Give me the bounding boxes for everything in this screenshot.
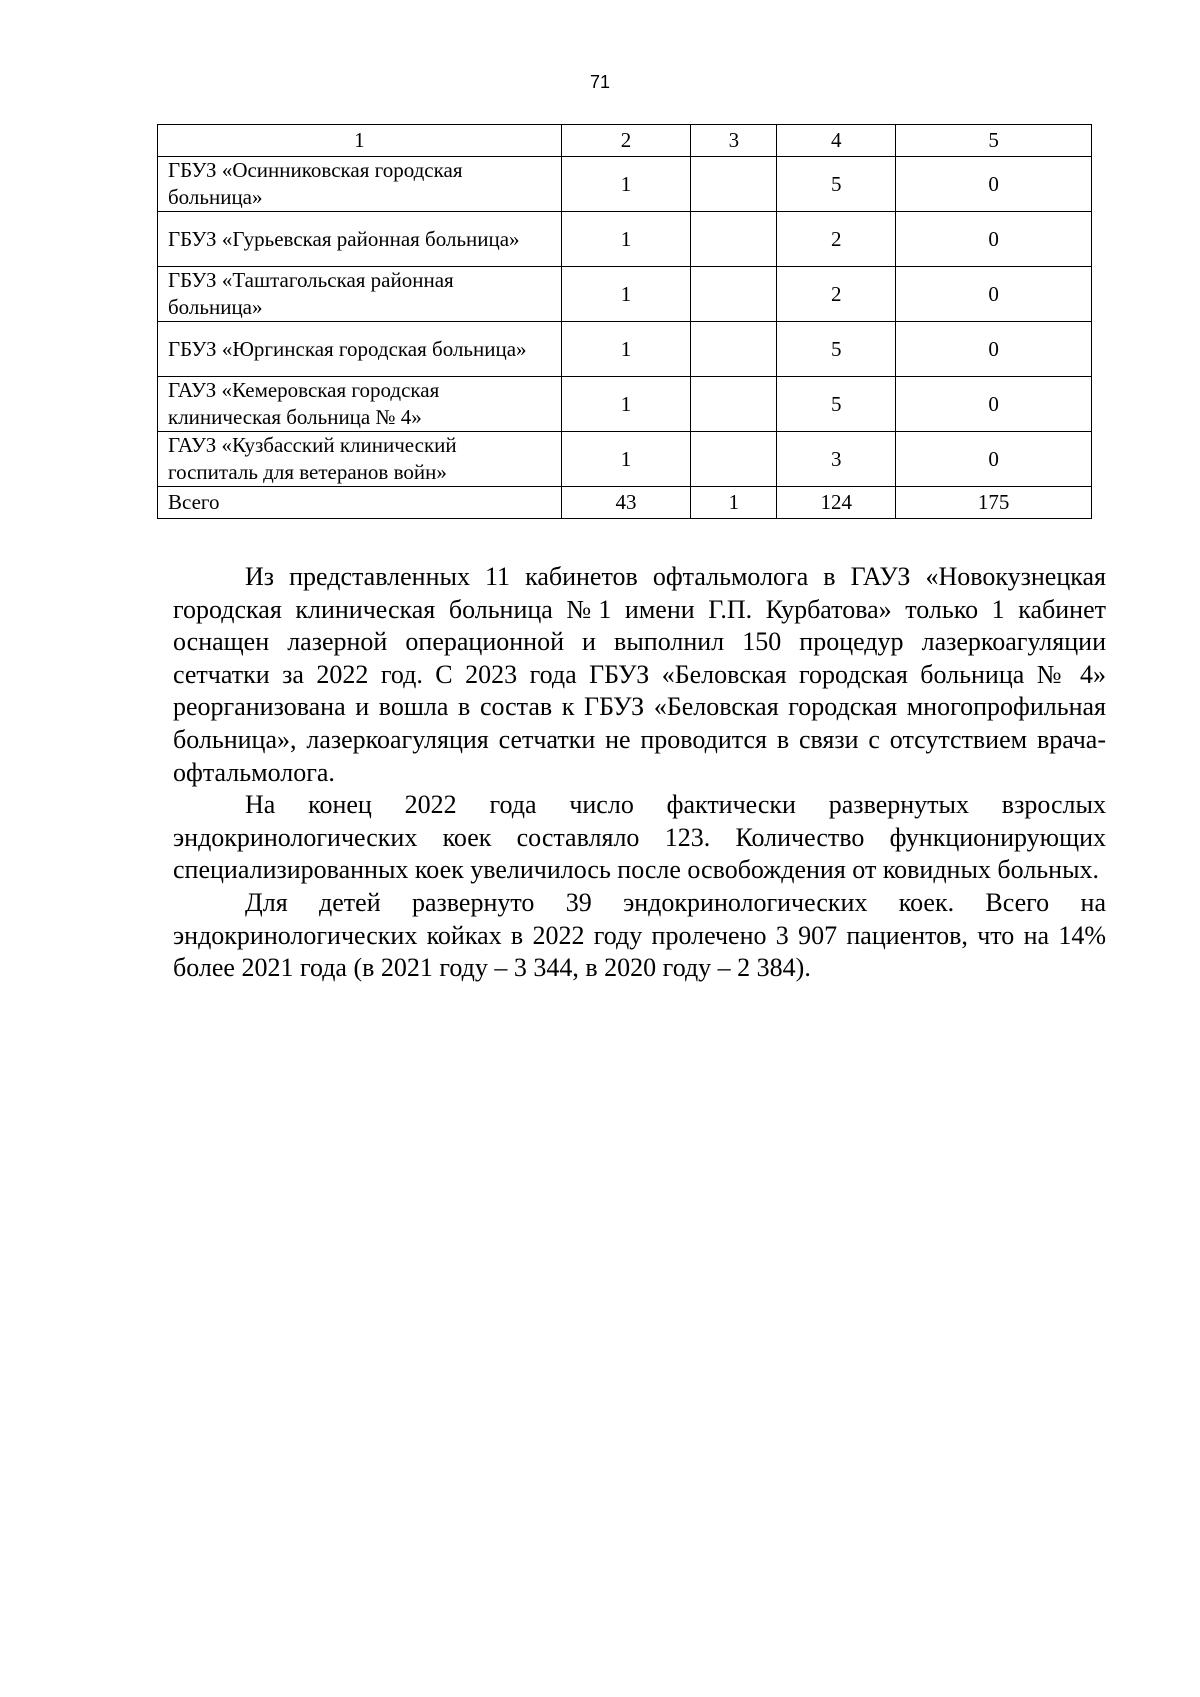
table-cell: 2	[777, 212, 896, 267]
table-row	[158, 212, 1092, 267]
institution-name: ГБУЗ «Осинниковская городская больница»	[158, 157, 562, 212]
table-cell: 124	[777, 487, 896, 519]
table-cell: 3	[777, 432, 896, 487]
table-cell	[691, 322, 777, 377]
table-cell	[691, 267, 777, 322]
table-row	[158, 377, 1092, 432]
table-cell: 0	[896, 267, 1092, 322]
column-header: 3	[691, 125, 777, 157]
table-row	[158, 322, 1092, 377]
total-label: Всего	[158, 487, 562, 519]
table-header-row	[158, 125, 1092, 157]
table-cell: 1	[561, 267, 691, 322]
table-cell	[691, 212, 777, 267]
table-cell: 0	[896, 322, 1092, 377]
table-cell	[691, 377, 777, 432]
institution-name: ГБУЗ «Гурьевская районная больница»	[158, 212, 562, 267]
table-cell: 43	[561, 487, 691, 519]
table-cell: 1	[561, 432, 691, 487]
table-cell: 1	[561, 322, 691, 377]
table-cell: 175	[896, 487, 1092, 519]
column-header: 4	[777, 125, 896, 157]
paragraph-adult-beds: На конец 2022 года число фактически развернутых взрослых эндокринологических коек составляло 123. Количество функционирующих специализированных коек увеличилось после освобождения от ковидных больных.	[173, 790, 1106, 885]
column-header: 2	[561, 125, 691, 157]
table-cell: 1	[561, 212, 691, 267]
column-header: 5	[896, 125, 1092, 157]
table-cell	[691, 157, 777, 212]
table-total-row	[158, 487, 1092, 519]
table-cell: 1	[561, 377, 691, 432]
table-cell: 0	[896, 432, 1092, 487]
table-cell: 0	[896, 377, 1092, 432]
table-cell: 1	[691, 487, 777, 519]
column-header: 1	[158, 125, 562, 157]
table-cell: 1	[561, 157, 691, 212]
table-cell: 5	[777, 157, 896, 212]
institution-name: ГАУЗ «Кузбасский клинический госпиталь для ветеранов войн»	[158, 432, 562, 487]
paragraph-ophthalmology: Из представленных 11 кабинетов офтальмолога в ГАУЗ «Новокузнецкая городская клиническая больница №1 имени Г.П. Курбатова» только 1 кабинет оснащен лазерной операционной и выполнил 150 процедур лазеркоагуляции сетчатки за 2022 год. С 2023 года ГБУЗ «Беловская городская больница № 4» реорганизована и вошла в состав к ГБУЗ «Беловская городская многопрофильная больница», лазеркоагуляция сетчатки не проводится в связи с отсутствием врача-офтальмолога.	[173, 562, 1106, 787]
table-row	[158, 432, 1092, 487]
table-cell: 5	[777, 322, 896, 377]
paragraph-children-beds: Для детей развернуто 39 эндокринологических коек. Всего на эндокринологических койках в 2022 году пролечено 3 907 пациентов, что на 14% более 2021 года (в 2021 году – 3 344, в 2020 году – 2 384).	[173, 887, 1106, 983]
data-table	[157, 124, 1092, 519]
table-cell: 0	[896, 212, 1092, 267]
table-row	[158, 157, 1092, 212]
institution-name: ГБУЗ «Таштагольская районная больница»	[158, 267, 562, 322]
table-cell	[691, 432, 777, 487]
table-cell: 5	[777, 377, 896, 432]
body-text	[173, 561, 1106, 985]
table-cell: 0	[896, 157, 1092, 212]
table-cell: 2	[777, 267, 896, 322]
institution-name: ГАУЗ «Кемеровская городская клиническая больница № 4»	[158, 377, 562, 432]
page-number: 71	[589, 72, 611, 92]
table-row	[158, 267, 1092, 322]
institution-name: ГБУЗ «Юргинская городская больница»	[158, 322, 562, 377]
